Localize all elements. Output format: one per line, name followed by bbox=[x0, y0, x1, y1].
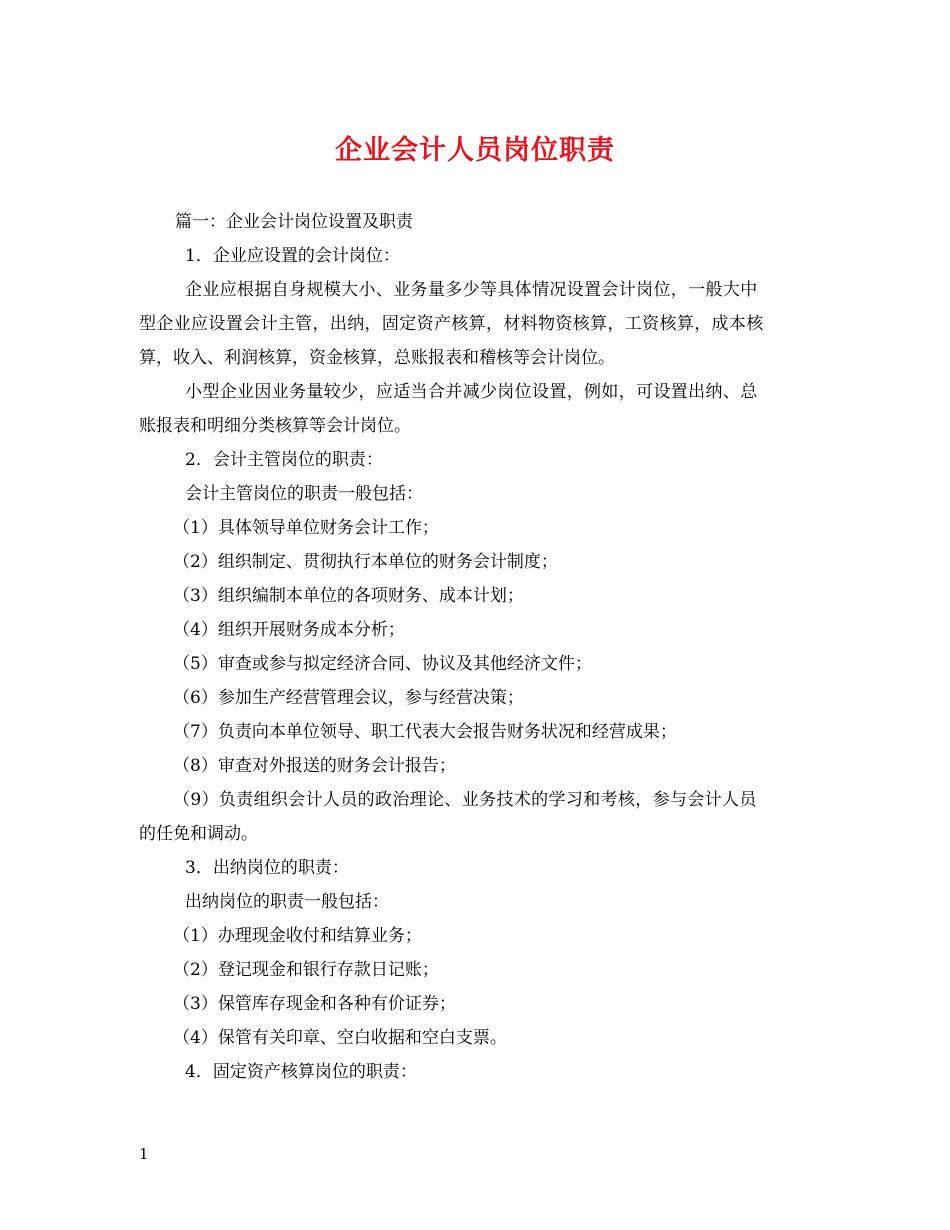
list-item: （7）负责向本单位领导、职工代表大会报告财务状况和经营成果； bbox=[173, 722, 677, 742]
paragraph-line: 会计主管岗位的职责一般包括： bbox=[185, 484, 423, 504]
paragraph-line: 出纳岗位的职责一般包括： bbox=[185, 892, 389, 912]
paragraph-line: 企业应根据自身规模大小、业务量多少等具体情况设置会计岗位，一般大中 bbox=[185, 280, 758, 300]
list-item: （2）组织制定、贯彻执行本单位的财务会计制度； bbox=[173, 552, 558, 572]
list-item: （1）具体领导单位财务会计工作； bbox=[173, 518, 439, 538]
subsection-heading: 3．出纳岗位的职责： bbox=[185, 858, 349, 878]
document-body bbox=[139, 205, 815, 1089]
list-item: （6）参加生产经营管理会议，参与经营决策； bbox=[173, 688, 524, 708]
list-item: （8）审查对外报送的财务会计报告； bbox=[173, 756, 456, 776]
paragraph-line: 型企业应设置会计主管，出纳，固定资产核算，材料物资核算，工资核算，成本核 bbox=[139, 314, 764, 334]
list-item: （3）组织编制本单位的各项财务、成本计划； bbox=[173, 586, 524, 606]
subsection-heading: 1．企业应设置的会计岗位： bbox=[185, 246, 400, 266]
list-item: （9）负责组织会计人员的政治理论、业务技术的学习和考核，参与会计人员 bbox=[173, 790, 757, 810]
subsection-heading: 4．固定资产核算岗位的职责： bbox=[185, 1062, 417, 1082]
list-item: （1）办理现金收付和结算业务； bbox=[173, 926, 422, 946]
list-item: （4）保管有关印章、空白收据和空白支票。 bbox=[173, 1028, 507, 1048]
list-item: （4）组织开展财务成本分析； bbox=[173, 620, 405, 640]
document-title: 企业会计人员岗位职责 bbox=[335, 135, 615, 166]
paragraph-line: 小型企业因业务量较少，应适当合并减少岗位设置，例如，可设置出纳、总 bbox=[185, 382, 758, 402]
page-number: 1 bbox=[139, 1145, 149, 1163]
paragraph-line: 算，收入、利润核算，资金核算，总账报表和稽核等会计岗位。 bbox=[139, 348, 615, 368]
paragraph-line: 账报表和明细分类核算等会计岗位。 bbox=[139, 416, 411, 436]
section-heading: 篇一：企业会计岗位设置及职责 bbox=[175, 212, 413, 232]
list-item: （5）审查或参与拟定经济合同、协议及其他经济文件； bbox=[173, 654, 592, 674]
paragraph-line: 的任免和调动。 bbox=[139, 824, 258, 844]
list-item: （2）登记现金和银行存款日记账； bbox=[173, 960, 439, 980]
subsection-heading: 2．会计主管岗位的职责： bbox=[185, 450, 383, 470]
list-item: （3）保管库存现金和各种有价证券； bbox=[173, 994, 456, 1014]
